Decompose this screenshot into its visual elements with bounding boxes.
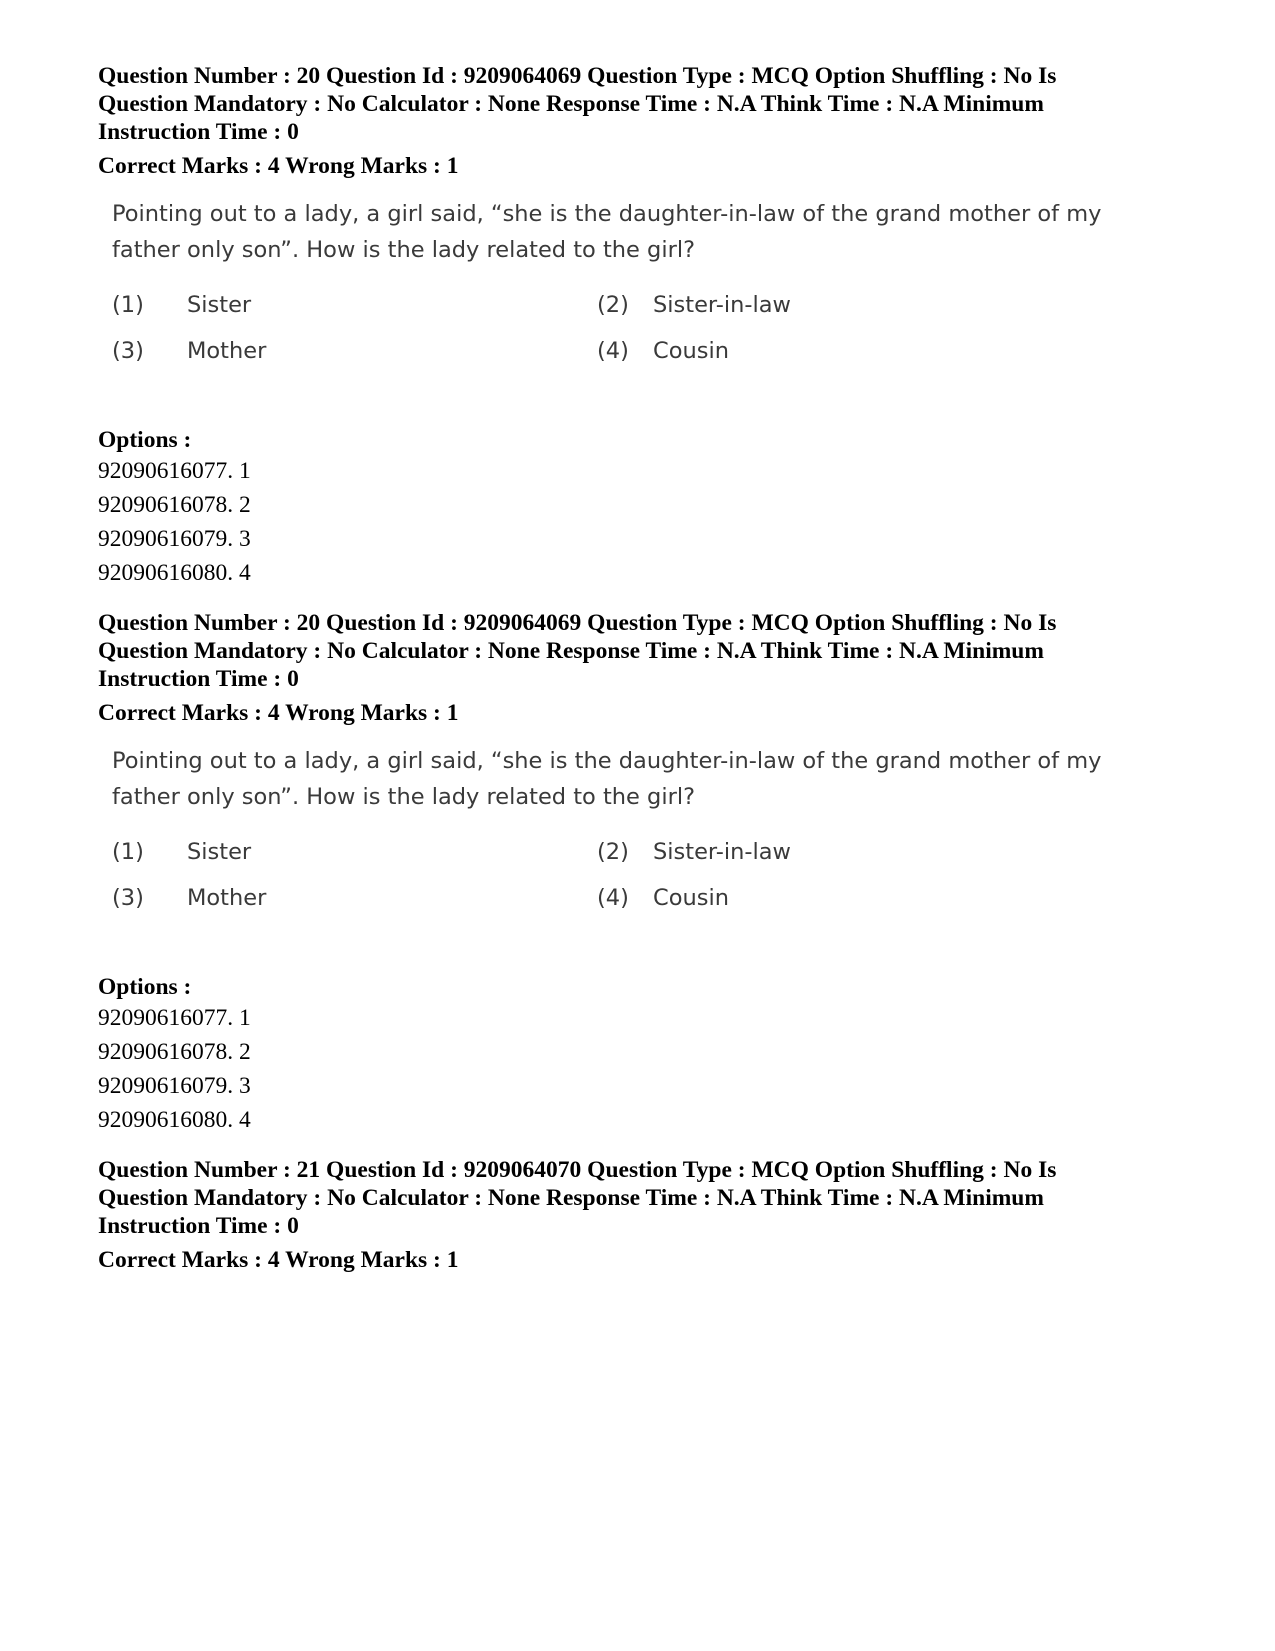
question-text-line: Pointing out to a lady, a girl said, “she is the daughter-in-law of the grand mother of my [112,201,1102,227]
question-text-line: father only son”. How is the lady related to the girl? [112,237,696,263]
options-heading: Options : [98,974,192,1000]
choice-number: (3) [112,885,144,911]
choice-number: (4) [597,338,629,364]
marks-line: Correct Marks : 4 Wrong Marks : 1 [98,700,459,726]
choice-number: (4) [597,885,629,911]
question-block [98,62,1188,590]
option-item: 92090616077. 1 [98,1005,251,1031]
question-meta-line: Question Mandatory : No Calculator : None Response Time : N.A Think Time : N.A Minimum [98,638,1044,664]
marks-line: Correct Marks : 4 Wrong Marks : 1 [98,1247,459,1273]
option-item: 92090616077. 1 [98,458,251,484]
choice-label: Sister [187,839,252,865]
question-meta-line: Instruction Time : 0 [98,119,299,145]
question-image [112,196,1112,382]
question-image [112,743,1112,929]
option-item: 92090616079. 3 [98,526,251,552]
option-item: 92090616078. 2 [98,492,251,518]
question-block [98,1156,1188,1274]
choice-number: (2) [597,292,629,318]
option-item: 92090616080. 4 [98,1107,251,1133]
answer-choices [112,292,1112,382]
question-meta-line: Instruction Time : 0 [98,666,299,692]
choice-number: (2) [597,839,629,865]
marks-line: Correct Marks : 4 Wrong Marks : 1 [98,153,459,179]
question-text-line: father only son”. How is the lady related to the girl? [112,784,696,810]
option-item: 92090616080. 4 [98,560,251,586]
choice-number: (1) [112,292,144,318]
choice-label: Sister [187,292,252,318]
options-list [98,426,1188,590]
question-meta-line: Question Number : 20 Question Id : 9209064069 Question Type : MCQ Option Shuffling : No Is [98,610,1057,636]
choice-label: Cousin [653,885,729,911]
option-item: 92090616078. 2 [98,1039,251,1065]
question-meta-line: Question Mandatory : No Calculator : None Response Time : N.A Think Time : N.A Minimum [98,91,1044,117]
question-text-line: Pointing out to a lady, a girl said, “she is the daughter-in-law of the grand mother of my [112,748,1102,774]
options-heading: Options : [98,427,192,453]
question-meta-line: Question Number : 20 Question Id : 9209064069 Question Type : MCQ Option Shuffling : No Is [98,63,1057,89]
choice-number: (1) [112,839,144,865]
choice-label: Sister-in-law [653,292,791,318]
choice-label: Cousin [653,338,729,364]
choice-label: Sister-in-law [653,839,791,865]
question-meta-line: Question Mandatory : No Calculator : None Response Time : N.A Think Time : N.A Minimum [98,1185,1044,1211]
option-item: 92090616079. 3 [98,1073,251,1099]
question-meta-line: Question Number : 21 Question Id : 9209064070 Question Type : MCQ Option Shuffling : No Is [98,1157,1057,1183]
choice-label: Mother [187,338,267,364]
question-meta-line: Instruction Time : 0 [98,1213,299,1239]
choice-label: Mother [187,885,267,911]
choice-number: (3) [112,338,144,364]
question-block [98,609,1188,1137]
answer-choices [112,839,1112,929]
options-list [98,973,1188,1137]
